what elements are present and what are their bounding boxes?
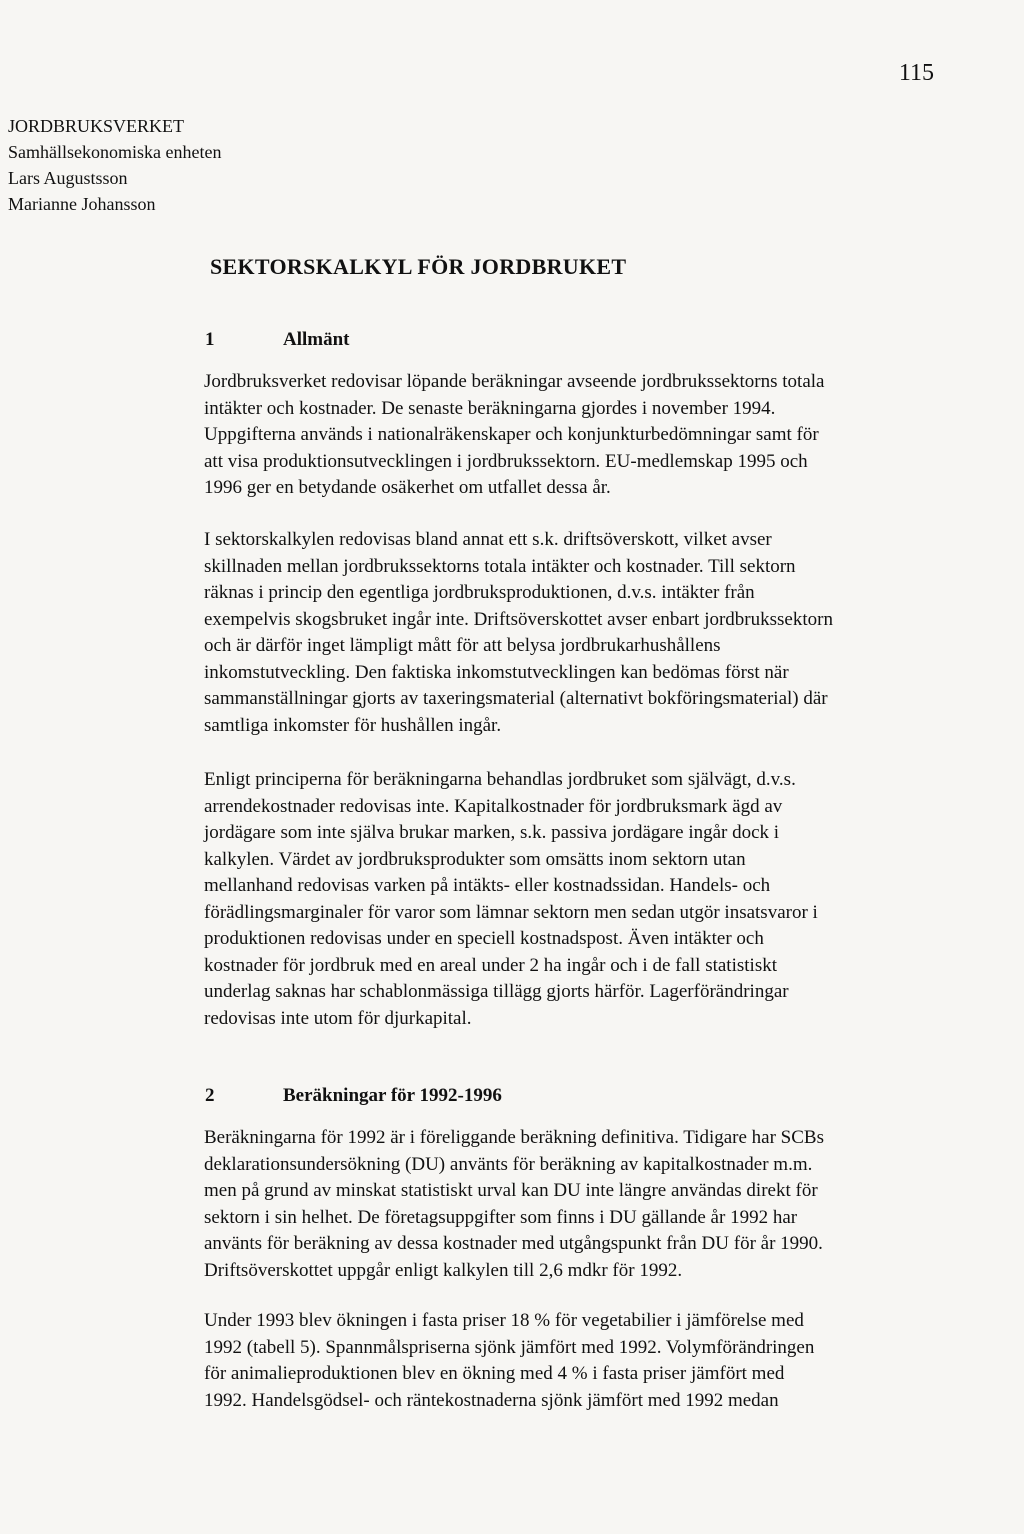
text-line: använts för beräkning av dessa kostnader med utgångspunkt från DU för år 1990.: [204, 1233, 823, 1254]
document-title: SEKTORSKALKYL FÖR JORDBRUKET: [210, 254, 627, 279]
text-line: samtliga inkomster för hushållen ingår.: [204, 714, 502, 736]
text-line: för animalieproduktionen blev en ökning med 4 % i fasta priser jämfört med: [204, 1363, 785, 1384]
text-line: men på grund av minskat statistiskt urval kan DU inte längre användas direkt för: [204, 1180, 818, 1201]
section-number: 2: [205, 1085, 215, 1106]
text-line: redovisas inte utom för djurkapital.: [204, 1007, 472, 1029]
section-title: Allmänt: [283, 329, 350, 350]
text-line: och är därför inget lämpligt mått för att belysa jordbrukarhushållens: [204, 635, 721, 656]
text-line: mellanhand redovisas varken på intäkts- eller kostnadssidan. Handels- och: [204, 875, 771, 896]
text-line: att visa produktionsutvecklingen i jordbrukssektorn. EU-medlemskap 1995 och: [204, 450, 808, 472]
text-line: jordägare som inte själva brukar marken, s.k. passiva jordägare ingår dock i: [204, 822, 780, 843]
text-line: deklarationsundersökning (DU) använts för beräkning av kapitalkostnader m.m.: [204, 1153, 813, 1175]
paragraph: [204, 369, 974, 502]
text-line: Enligt principerna för beräkningarna behandlas jordbruket som självägt, d.v.s.: [204, 769, 796, 790]
text-line: exempelvis skogsbruket ingår inte. Driftsöverskottet avser enbart jordbrukssektorn: [204, 608, 833, 630]
text-line: kalkylen. Värdet av jordbruksprodukter som omsätts inom sektorn utan: [204, 848, 746, 870]
text-line: Uppgifterna används i nationalräkenskaper och konjunkturbedömningar samt för: [204, 424, 819, 445]
paragraph: [204, 527, 974, 739]
section-heading: [205, 1085, 502, 1107]
paragraph: [204, 767, 974, 1032]
text-line: förädlingsmarginaler för varor som lämnar sektorn men sedan utgör insatsvaror i: [204, 901, 818, 923]
text-line: sammanställningar gjorts av taxeringsmaterial (alternativt bokföringsmaterial) där: [204, 688, 828, 709]
author-header: [8, 113, 221, 217]
text-line: arrendekostnader redovisas inte. Kapitalkostnader för jordbruksmark ägd av: [204, 795, 783, 817]
text-line: Under 1993 blev ökningen i fasta priser 18 % för vegetabilier i jämförelse med: [204, 1310, 804, 1331]
text-line: 1992. Handelsgödsel- och räntekostnaderna sjönk jämfört med 1992 medan: [204, 1389, 779, 1411]
text-line: skillnaden mellan jordbrukssektorns totala intäkter och kostnader. Till sektorn: [204, 555, 796, 577]
text-line: 1992 (tabell 5). Spannmålspriserna sjönk jämfört med 1992. Volymförändringen: [204, 1336, 815, 1358]
section-number: 1: [205, 329, 215, 350]
text-line: 1996 ger en betydande osäkerhet om utfallet dessa år.: [204, 477, 611, 498]
text-line: intäkter och kostnader. De senaste beräkningarna gjordes i november 1994.: [204, 397, 776, 419]
page-number: 115: [898, 60, 934, 86]
text-line: Jordbruksverket redovisar löpande beräkningar avseende jordbrukssektorns totala: [204, 371, 825, 392]
text-line: underlag saknas har schablonmässiga tillägg gjorts härför. Lagerförändringar: [204, 981, 789, 1002]
text-line: produktionen redovisas under en speciell kostnadspost. Även intäkter och: [204, 928, 764, 949]
paragraph: [204, 1308, 974, 1414]
text-line: Driftsöverskottet uppgår enligt kalkylen till 2,6 mdkr för 1992.: [204, 1259, 683, 1281]
header-organization: JORDBRUKSVERKET: [8, 116, 185, 136]
header-unit: Samhällsekonomiska enheten: [8, 142, 222, 162]
header-author: Lars Augustsson: [8, 168, 128, 188]
text-line: I sektorskalkylen redovisas bland annat ett s.k. driftsöverskott, vilket avser: [204, 529, 772, 550]
section-title: Beräkningar för 1992-1996: [283, 1085, 502, 1106]
text-line: kostnader för jordbruk med en areal under 2 ha ingår och i de fall statistiskt: [204, 954, 777, 976]
header-author: Marianne Johansson: [8, 194, 156, 214]
text-line: sektorn i sin helhet. De företagsuppgifter som finns i DU gällande år 1992 har: [204, 1206, 798, 1228]
paragraph: [204, 1125, 974, 1284]
text-line: räknas i princip den egentliga jordbruksproduktionen, d.v.s. intäkter från: [204, 582, 755, 603]
text-line: Beräkningarna för 1992 är i föreliggande beräkning definitiva. Tidigare har SCBs: [204, 1127, 824, 1148]
section-heading: [205, 329, 350, 351]
text-line: inkomstutveckling. Den faktiska inkomstutvecklingen kan bedömas först när: [204, 661, 789, 683]
